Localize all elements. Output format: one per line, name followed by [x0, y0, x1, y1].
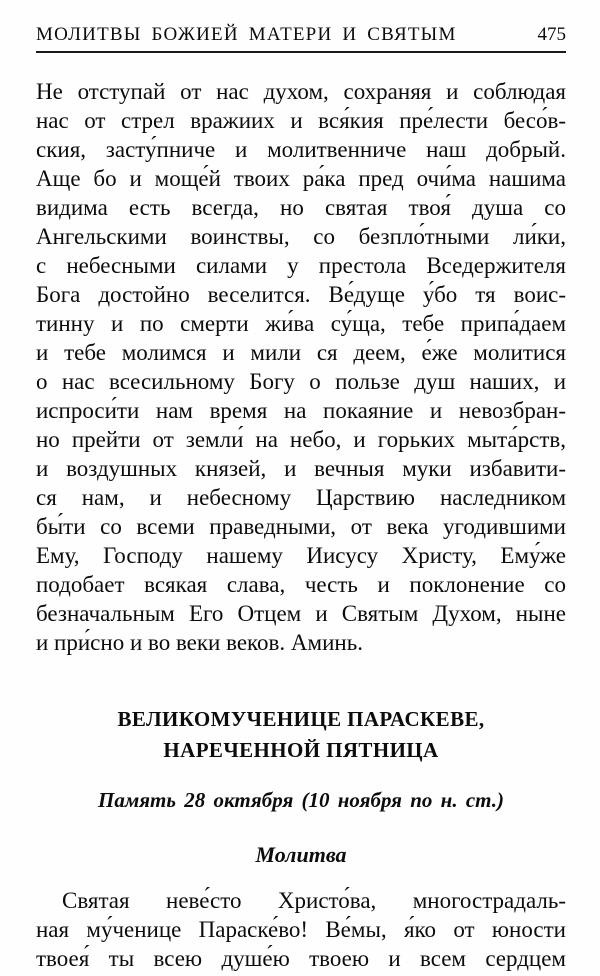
- page-header: [36, 24, 566, 51]
- body-text-line: подобает всякая слава, честь и поклонение со: [36, 572, 566, 597]
- body-text-line: Не отступай от нас духом, сохраняя и соблюдая: [36, 79, 566, 104]
- prayer-paragraph: [36, 886, 566, 973]
- body-text-line: и воздушных князей, и вечныя муки избавити-: [36, 456, 566, 481]
- body-text-line: Ангельскими воинствы, со безпло́тными ли́ки,: [36, 224, 566, 249]
- prayer-label: Молитва: [255, 842, 347, 867]
- body-text-line: нас от стрел вражиих и вся́кия пре́лести бесо́в-: [36, 108, 566, 133]
- header-rule: [36, 51, 566, 53]
- body-text-line: о нас всесильному Богу о пользе душ наших, и: [36, 369, 566, 394]
- body-text-line: Бога достойно веселится. Ве́дуще у́бо тя воис-: [36, 282, 566, 307]
- body-text-line: но прейти от земли́ на небо, и горьких мыта́рств,: [36, 427, 566, 452]
- section-heading-line1: ВЕЛИКОМУЧЕНИЦЕ ПАРАСКЕВЕ,: [117, 707, 485, 731]
- section-heading-line2: НАРЕЧЕННОЙ ПЯТНИЦА: [163, 738, 439, 762]
- body-text-line: ския, засту́пниче и молитвенниче наш добрый.: [36, 137, 566, 162]
- running-title: МОЛИТВЫ БОЖИЕЙ МАТЕРИ И СВЯТЫМ: [36, 24, 457, 45]
- page-number: 475: [537, 24, 566, 45]
- prayer-text-line: Святая неве́сто Христо́ва, многострадаль-: [62, 888, 566, 913]
- body-text-line: тинну и по смерти жи́ва су́ща, тебе припа́даем: [36, 311, 566, 336]
- body-text-line: ся нам, и небесному Царствию наследником: [36, 485, 566, 510]
- body-text-line: и при́сно и во веки веков. Аминь.: [36, 630, 363, 655]
- body-text-line: и тебе молимся и мили ся деем, е́же молитися: [36, 340, 566, 365]
- body-text-line: испроси́ти нам время на покаяние и невозбран-: [36, 398, 566, 423]
- body-text-line: бы́ти со всеми праведными, от века угодившими: [36, 514, 566, 539]
- body-text-line: с небесными силами у престола Вседержителя: [36, 253, 566, 278]
- prayer-text-line: твоея́ ты всею душе́ю твоею и всем сердцем: [36, 946, 566, 971]
- body-text-line: безначальным Его Отцем и Святым Духом, ныне: [36, 601, 566, 626]
- section-heading: [36, 704, 566, 766]
- prayer-continuation-paragraph: [36, 77, 566, 657]
- body-text-line: видима есть всегда, но святая твоя́ душа со: [36, 195, 566, 220]
- prayer-text-line: ная му́ченице Параске́во! Ве́мы, я́ко от юности: [36, 917, 566, 942]
- body-text-line: Ему, Господу нашему Иисусу Христу, Ему́же: [36, 543, 566, 568]
- body-text-line: Аще бо и моще́й твоих ра́ка пред очи́ма нашима: [36, 166, 566, 191]
- feast-date-line: Память 28 октября (10 ноября по н. ст.): [98, 788, 504, 812]
